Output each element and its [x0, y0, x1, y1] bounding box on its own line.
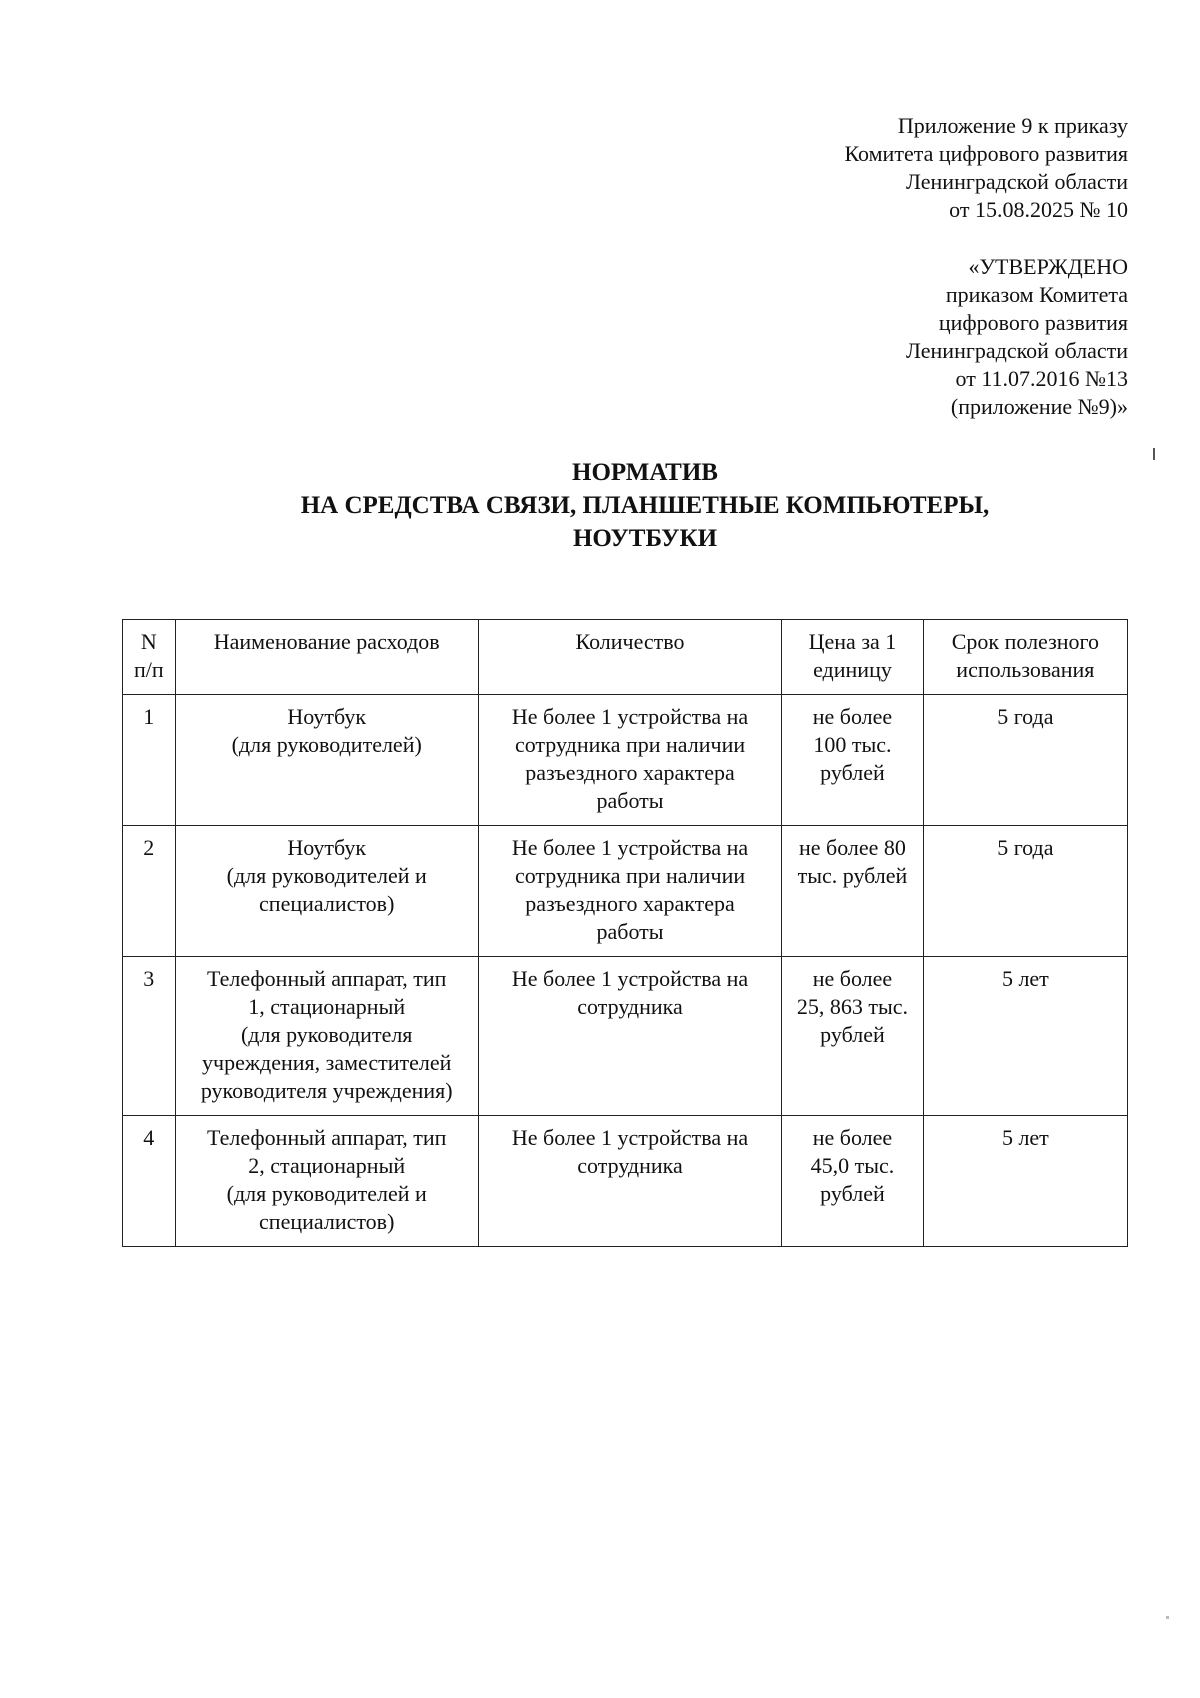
- cell-quantity: [478, 695, 781, 826]
- approval-line: «УТВЕРЖДЕНО: [968, 254, 1128, 279]
- cell-term: 5 лет: [923, 1116, 1127, 1247]
- approval-line: от 11.07.2016 №13: [955, 366, 1128, 391]
- cell-text: учреждения, заместителей: [202, 1050, 452, 1075]
- cell-text: 2, стационарный: [248, 1153, 406, 1178]
- cell-text: сотрудника: [577, 1153, 683, 1178]
- cell-text: Ноутбук: [287, 704, 367, 729]
- header-text: Срок полезного: [951, 629, 1100, 654]
- cell-text: (для руководителей и: [226, 863, 427, 888]
- table-row: [123, 957, 1128, 1116]
- cell-text: 45,0 тыс.: [810, 1153, 895, 1178]
- header-text: Цена за 1: [808, 629, 897, 654]
- title-line: НОУТБУКИ: [572, 525, 718, 552]
- cell-number: 2: [123, 826, 176, 957]
- approval-line: цифрового развития: [938, 310, 1128, 335]
- cell-text: 1, стационарный: [248, 994, 406, 1019]
- cell-name: [175, 695, 478, 826]
- cell-text: Не более 1 устройства на: [511, 1125, 749, 1150]
- approval-stamp-block: [906, 253, 1128, 421]
- cell-price: [782, 826, 924, 957]
- order-reference-line: Комитета цифрового развития: [844, 141, 1128, 166]
- cell-text: сотрудника при наличии: [514, 732, 746, 757]
- cell-price: [782, 1116, 924, 1247]
- cell-text: рублей: [820, 1022, 885, 1047]
- cell-text: (для руководителей и: [226, 1181, 427, 1206]
- cell-term: 5 лет: [923, 957, 1127, 1116]
- cell-number: 3: [123, 957, 176, 1116]
- cell-text: Телефонный аппарат, тип: [207, 1125, 447, 1150]
- cell-quantity: [478, 826, 781, 957]
- cell-number: 4: [123, 1116, 176, 1247]
- table-row: [123, 826, 1128, 957]
- scan-speck: [1166, 1616, 1169, 1619]
- header-cell-name: [175, 620, 478, 695]
- cell-text: 100 тыс.: [813, 732, 892, 757]
- cell-number: 1: [123, 695, 176, 826]
- cell-text: Не более 1 устройства на: [511, 966, 749, 991]
- header-cell-quantity: [478, 620, 781, 695]
- cell-price: [782, 957, 924, 1116]
- cell-text: не более: [812, 1125, 893, 1150]
- order-reference-line: Приложение 9 к приказу: [897, 113, 1128, 138]
- order-reference-block: [844, 112, 1128, 224]
- order-reference-line: от 15.08.2025 № 10: [949, 197, 1128, 222]
- cell-text: Ноутбук: [287, 835, 367, 860]
- cell-quantity: [478, 1116, 781, 1247]
- header-text: N: [140, 629, 157, 654]
- header-cell-number: [123, 620, 176, 695]
- title-line: НА СРЕДСТВА СВЯЗИ, ПЛАНШЕТНЫЕ КОМПЬЮТЕРЫ,: [300, 492, 990, 519]
- cell-text: не более: [812, 966, 893, 991]
- header-text: использования: [956, 657, 1095, 682]
- cell-text: тыс. рублей: [797, 863, 908, 888]
- cell-name: [175, 826, 478, 957]
- cell-quantity: [478, 957, 781, 1116]
- cell-text: специалистов): [259, 891, 395, 916]
- cell-text: (для руководителя: [240, 1022, 413, 1047]
- cell-text: работы: [596, 788, 664, 813]
- cell-text: Не более 1 устройства на: [511, 704, 749, 729]
- approval-line: Ленинградской области: [906, 338, 1128, 363]
- cell-text: разъездного характера: [525, 760, 735, 785]
- norms-table: [122, 619, 1128, 1247]
- table-header-row: [123, 620, 1128, 695]
- header-text: Наименование расходов: [213, 629, 440, 654]
- cell-name: [175, 957, 478, 1116]
- cell-text: не более: [812, 704, 893, 729]
- cell-text: (для руководителей): [231, 732, 422, 757]
- title-line: НОРМАТИВ: [572, 459, 718, 486]
- document-title: [0, 456, 1200, 555]
- order-reference-line: Ленинградской области: [906, 169, 1128, 194]
- approval-line: (приложение №9)»: [950, 394, 1128, 419]
- cell-text: сотрудника при наличии: [514, 863, 746, 888]
- header-cell-term: [923, 620, 1127, 695]
- cell-text: руководителя учреждения): [200, 1078, 453, 1103]
- table-row: [123, 1116, 1128, 1247]
- approval-line: приказом Комитета: [945, 282, 1128, 307]
- cell-text: рублей: [820, 1181, 885, 1206]
- cell-term: 5 года: [923, 695, 1127, 826]
- header-text: Количество: [575, 629, 685, 654]
- cell-text: Не более 1 устройства на: [511, 835, 749, 860]
- cell-term: 5 года: [923, 826, 1127, 957]
- cell-price: [782, 695, 924, 826]
- header-text: единицу: [813, 657, 892, 682]
- cell-name: [175, 1116, 478, 1247]
- cell-text: сотрудника: [577, 994, 683, 1019]
- cell-text: специалистов): [259, 1209, 395, 1234]
- table-row: [123, 695, 1128, 826]
- header-text: п/п: [133, 657, 164, 682]
- cell-text: не более 80: [798, 835, 906, 860]
- cell-text: Телефонный аппарат, тип: [207, 966, 447, 991]
- cell-text: 25, 863 тыс.: [796, 994, 909, 1019]
- cell-text: разъездного характера: [525, 891, 735, 916]
- cell-text: рублей: [820, 760, 885, 785]
- header-cell-price: [782, 620, 924, 695]
- cell-text: работы: [596, 919, 664, 944]
